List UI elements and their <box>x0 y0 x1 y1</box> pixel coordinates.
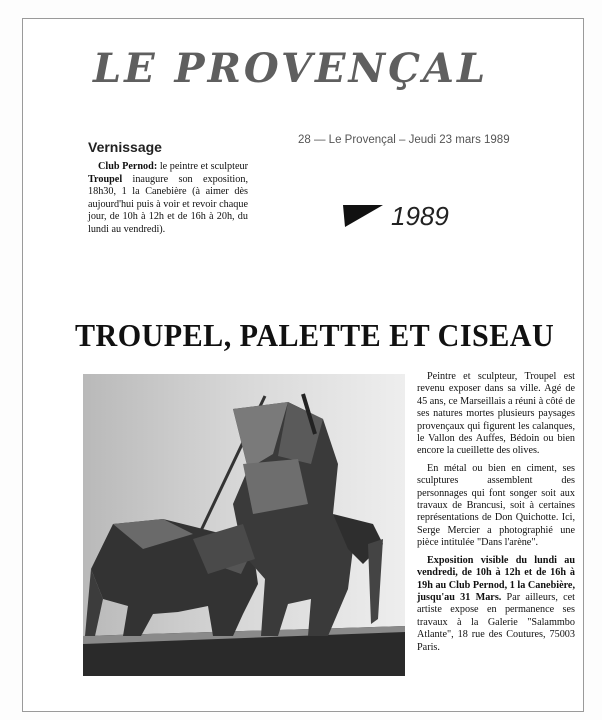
vernissage-text: le peintre et sculpteur <box>157 161 248 172</box>
article-paragraph-2: En métal ou bien en ciment, ses sculptures assemblent des personnages qui font songer soit aux travaux de Brancusi, soit à certaines représentations de Don Quichotte. Ici, Serge Mercier a photographié une pièce intitulée "Dans l'arène". <box>417 462 575 549</box>
vernissage-artist: Troupel <box>88 173 123 185</box>
article-paragraph-3 <box>417 555 575 654</box>
vernissage-lead: Club Pernod: <box>98 161 158 172</box>
article-body <box>417 371 575 659</box>
sculpture-icon <box>83 374 405 676</box>
vernissage-body <box>88 161 248 237</box>
article-paragraph-1: Peintre et sculpteur, Troupel est revenu exposer dans sa ville. Agé de 45 ans, ce Marseillais a réuni à côté de ses natures mortes plusieurs paysages provençaux qui figurent les calanques, le Vallon des Auffes, Bédoin ou bien encore la cueillette des olives. <box>417 371 575 457</box>
year-stamp-text: 1989 <box>391 200 449 231</box>
vernissage-text2: inaugure son exposition, 18h30, 1 la Canebière (à aimer dès aujourd'hui puis à voir et revoir chaque jour, de 10h à 12h et de 16h à 20h, du lundi au vendredi). <box>88 173 248 235</box>
vernissage-title: Vernissage <box>88 139 162 155</box>
dateline: 28 — Le Provençal – Jeudi 23 mars 1989 <box>298 134 510 146</box>
masthead: LE PROVENÇAL <box>93 45 489 92</box>
year-stamp <box>341 201 449 231</box>
pennant-icon <box>341 203 385 229</box>
gallery-details: Par ailleurs, cet artiste expose en permanence ses travaux à la Galerie "Salammbo Atlante", 18 rue des Coutures, 75003 Paris. <box>417 591 575 653</box>
sculpture-photo <box>83 374 405 676</box>
headline: TROUPEL, PALETTE ET CISEAU <box>75 317 555 353</box>
exhibition-details: Exposition visible du lundi au vendredi, de 10h à 12h et de 16h à 19h au Club Pernod, 1 la Canebière, jusqu'au 31 Mars. <box>417 554 575 603</box>
clipping-page <box>22 18 584 712</box>
